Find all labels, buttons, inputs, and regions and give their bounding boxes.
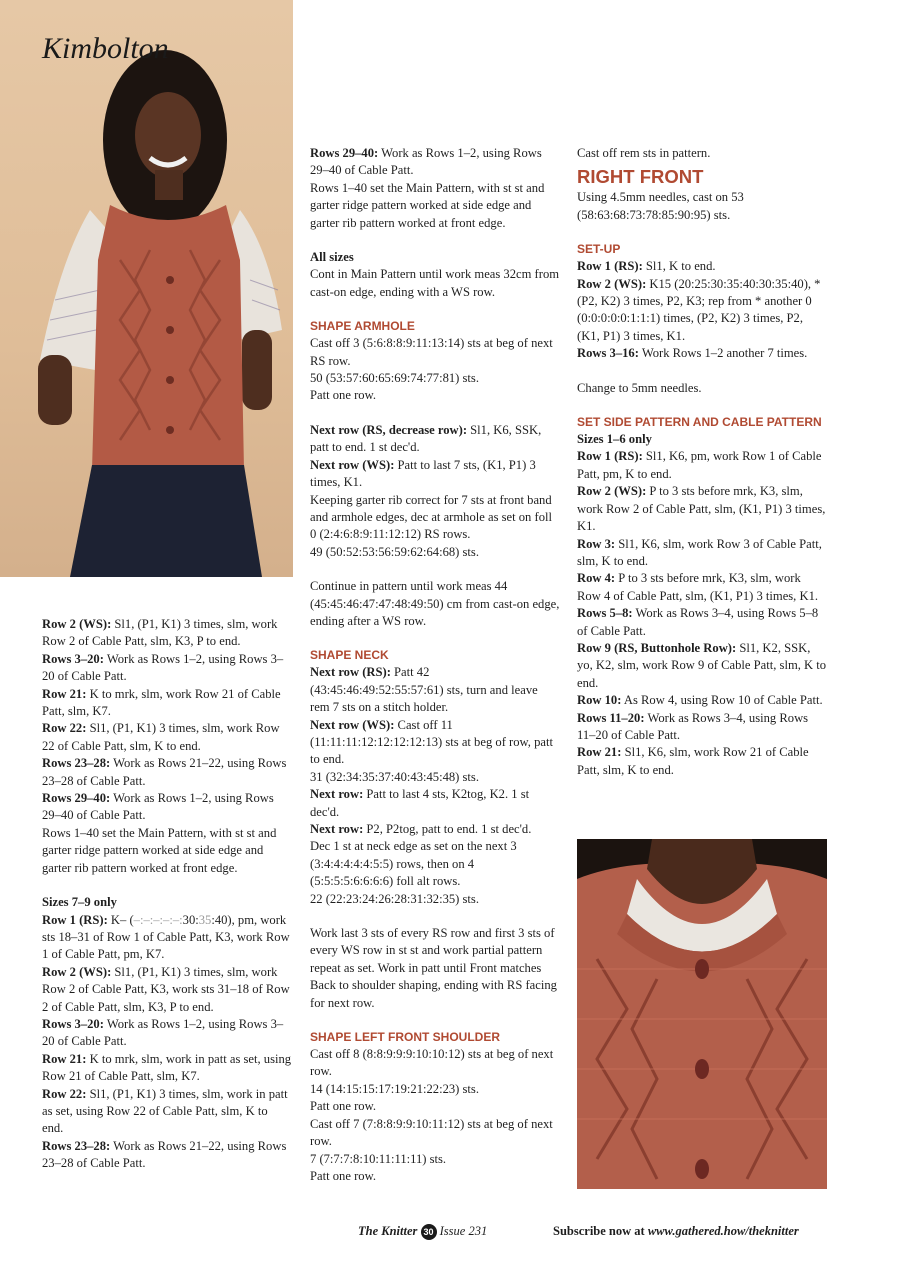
instruction: Rows 29–40: Work as Rows 1–2, using Rows 29–40 of Cable Patt.	[42, 791, 274, 823]
paragraph: 14 (14:15:15:17:19:21:22:23) sts.	[310, 1081, 479, 1096]
footer-right	[553, 1224, 799, 1239]
instruction: Next row: Patt to last 4 sts, K2tog, K2. 1 st dec'd.	[310, 787, 530, 819]
instruction: Rows 23–28: Work as Rows 21–22, using Rows 23–28 of Cable Patt.	[42, 756, 287, 788]
paragraph: Rows 1–40 set the Main Pattern, with st st and garter ridge pattern worked at side edge and garter rib pattern worked at front edge.	[42, 825, 277, 875]
page-number: 30	[421, 1224, 437, 1240]
instruction: Rows 29–40: Work as Rows 1–2, using Rows 29–40 of Cable Patt.	[310, 146, 542, 178]
column-2	[310, 145, 560, 1185]
column-1	[42, 616, 292, 1173]
paragraph: 49 (50:52:53:56:59:62:64:68) sts.	[310, 544, 479, 559]
paragraph: Dec 1 st at neck edge as set on the next 3 (3:4:4:4:4:4:5:5) rows, then on 4 (5:5:5:5:6:6:6:6) foll alt rows.	[310, 839, 517, 889]
instruction: Next row: P2, P2tog, patt to end. 1 st dec'd.	[310, 822, 532, 836]
instruction: Rows 11–20: Work as Rows 3–4, using Rows 11–20 of Cable Patt.	[577, 710, 809, 742]
instruction: Row 1 (RS): Sl1, K6, pm, work Row 1 of Cable Patt, pm, K to end.	[577, 449, 822, 481]
instruction: Next row (WS): Cast off 11 (11:11:11:12:12:12:12:13) sts at beg of row, patt to end.	[310, 717, 553, 767]
paragraph: 50 (53:57:60:65:69:74:77:81) sts.	[310, 371, 479, 386]
subscribe-link[interactable]: www.gathered.how/theknitter	[647, 1224, 799, 1238]
section-heading-neck: SHAPE NECK	[310, 648, 389, 663]
instruction: Row 21: Sl1, K6, slm, work Row 21 of Cable Patt, slm, K to end.	[577, 745, 809, 777]
detail-photo	[577, 839, 827, 1189]
instruction: Row 22: Sl1, (P1, K1) 3 times, slm, work in patt as set, using Row 22 of Cable Patt, slm, K to end.	[42, 1086, 288, 1136]
instruction: Rows 5–8: Work as Rows 3–4, using Rows 5–8 of Cable Patt.	[577, 606, 819, 638]
paragraph: Rows 1–40 set the Main Pattern, with st st and garter ridge pattern worked at side edge and garter rib pattern worked at front edge.	[310, 180, 545, 230]
paragraph: 7 (7:7:7:8:10:11:11:11) sts.	[310, 1151, 447, 1166]
paragraph: Keeping garter rib correct for 7 sts at front band and armhole edges, dec at armhole as set on foll 0 (2:4:6:8:9:11:12:12) RS rows.	[310, 492, 552, 542]
instruction: Next row (RS, decrease row): Sl1, K6, SSK, patt to end. 1 st dec'd.	[310, 422, 542, 455]
instruction: Row 1 (RS): K– (–:–:–:–:–:30:35:40), pm, work sts 18–31 of Row 1 of Cable Patt, K3, work Row 1 of Cable Patt, pm, K7.	[42, 912, 290, 962]
issue-number: Issue 231	[439, 1224, 488, 1238]
instruction: Rows 3–16: Work Rows 1–2 another 7 times.	[577, 346, 808, 361]
instruction: Row 2 (WS): P to 3 sts before mrk, K3, slm, work Row 2 of Cable Patt, slm, (K1, P1) 3 times, K1.	[577, 484, 826, 534]
paragraph: 22 (22:23:24:26:28:31:32:35) sts.	[310, 891, 479, 906]
paragraph: Cast off 3 (5:6:8:8:9:11:13:14) sts at beg of next RS row.	[310, 336, 553, 368]
sizes-heading: Sizes 7–9 only	[42, 895, 117, 910]
instruction: Rows 23–28: Work as Rows 21–22, using Rows 23–28 of Cable Patt.	[42, 1138, 287, 1171]
section-heading-armhole: SHAPE ARMHOLE	[310, 319, 415, 334]
instruction: Row 2 (WS): Sl1, (P1, K1) 3 times, slm, work Row 2 of Cable Patt, K3, work sts 31–18 of Row 2 of Cable Patt, slm, K3, P to end.	[42, 964, 290, 1014]
section-heading-shoulder: SHAPE LEFT FRONT SHOULDER	[310, 1030, 501, 1045]
instruction: Row 2 (WS): K15 (20:25:30:35:40:30:35:40), *(P2, K2) 3 times, P2, K3; rep from * another 0 (0:0:0:0:0:1:1:1) times, (P2, K2) 3 times, P2, (K1, P1) 3 times, K1.	[577, 276, 821, 343]
subscribe-text: Subscribe now at	[553, 1224, 645, 1238]
paragraph: 31 (32:34:35:37:40:43:45:48) sts.	[310, 769, 479, 784]
paragraph: Change to 5mm needles.	[577, 380, 702, 395]
instruction: Row 2 (WS): Sl1, (P1, K1) 3 times, slm, work Row 2 of Cable Patt, slm, K3, P to end.	[42, 617, 278, 649]
paragraph: Using 4.5mm needles, cast on 53 (58:63:68:73:78:85:90:95) sts.	[577, 190, 744, 222]
instruction: Row 9 (RS, Buttonhole Row): Sl1, K2, SSK, yo, K2, slm, work Row 9 of Cable Patt, slm, K to end.	[577, 640, 827, 690]
paragraph: Continue in pattern until work meas 44 (45:45:46:47:47:48:49:50) cm from cast-on edge, ending after a WS row.	[310, 579, 560, 628]
section-heading-side-pattern: SET SIDE PATTERN AND CABLE PATTERN	[577, 415, 822, 430]
instruction: Row 4: P to 3 sts before mrk, K3, slm, work Row 4 of Cable Patt, slm, (K1, P1) 3 times, K1.	[577, 571, 819, 603]
instruction: Row 22: Sl1, (P1, K1) 3 times, slm, work Row 22 of Cable Patt, slm, K to end.	[42, 721, 280, 753]
section-heading-right-front: RIGHT FRONT	[577, 166, 704, 188]
footer-left	[358, 1224, 487, 1240]
sizes-heading: Sizes 1–6 only	[577, 432, 652, 447]
paragraph: Cast off 8 (8:8:9:9:9:10:10:12) sts at beg of next row.	[310, 1047, 554, 1079]
pattern-title: Kimbolton	[42, 32, 169, 65]
instruction: Next row (WS): Patt to last 7 sts, (K1, P1) 3 times, K1.	[310, 457, 536, 490]
model-illustration	[0, 0, 293, 577]
model-photo	[0, 0, 293, 577]
column-3	[577, 145, 827, 779]
instruction: Rows 3–20: Work as Rows 1–2, using Rows 3–20 of Cable Patt.	[42, 1016, 284, 1049]
instruction: Row 3: Sl1, K6, slm, work Row 3 of Cable Patt, slm, K to end.	[577, 536, 822, 568]
all-sizes-heading: All sizes	[310, 250, 354, 265]
instruction: Row 21: K to mrk, slm, work in patt as set, using Row 21 of Cable Patt, slm, K7.	[42, 1051, 292, 1084]
magazine-name: The Knitter	[358, 1224, 418, 1238]
paragraph: Cont in Main Pattern until work meas 32cm from cast-on edge, ending with a WS row.	[310, 267, 560, 299]
detail-illustration	[577, 839, 827, 1189]
instruction: Row 10: As Row 4, using Row 10 of Cable Patt.	[577, 693, 823, 708]
paragraph: Patt one row.	[310, 1168, 376, 1183]
instruction: Next row (RS): Patt 42 (43:45:46:49:52:55:57:61) sts, turn and leave rem 7 sts on a stitch holder.	[310, 665, 538, 715]
section-heading-setup: SET-UP	[577, 242, 621, 257]
paragraph: Work last 3 sts of every RS row and first 3 sts of every WS row in st st and work partial pattern repeat as set. Work in patt until Front matches Back to shoulder shaping, ending with RS facing for next row.	[310, 926, 557, 1010]
instruction: Row 21: K to mrk, slm, work Row 21 of Cable Patt, slm, K7.	[42, 686, 281, 719]
instruction: Row 1 (RS): Sl1, K to end.	[577, 259, 716, 274]
paragraph: Patt one row.	[310, 1099, 376, 1114]
instruction: Rows 3–20: Work as Rows 1–2, using Rows 3–20 of Cable Patt.	[42, 651, 284, 684]
paragraph: Patt one row.	[310, 388, 376, 403]
paragraph: Cast off rem sts in pattern.	[577, 146, 711, 160]
paragraph: Cast off 7 (7:8:8:9:9:10:11:12) sts at beg of next row.	[310, 1116, 553, 1149]
